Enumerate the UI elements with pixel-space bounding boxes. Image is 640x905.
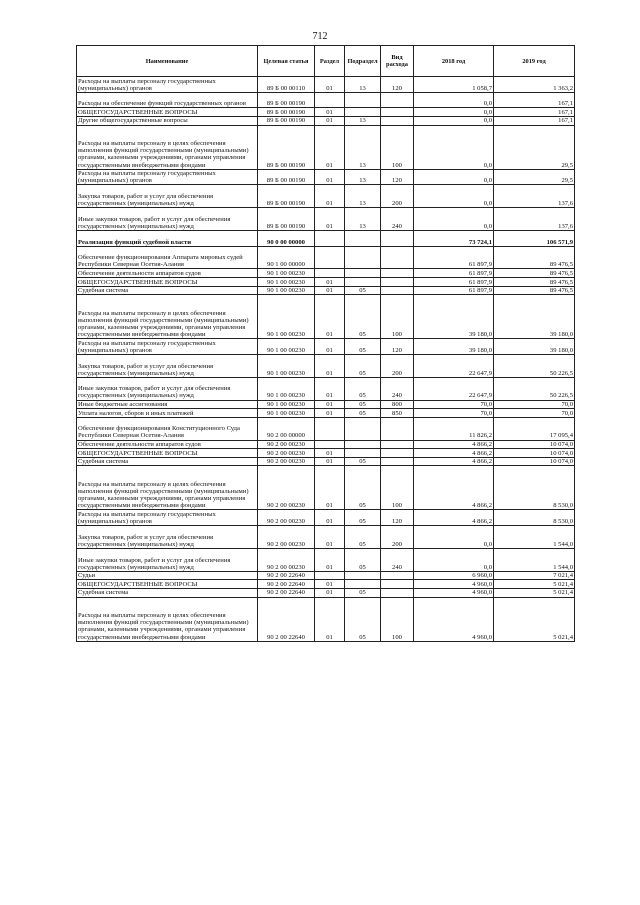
cell-2019: 29,5 (494, 125, 575, 169)
cell-subsection (345, 449, 381, 458)
cell-subsection: 05 (345, 548, 381, 571)
cell-expense-type: 120 (381, 169, 414, 185)
cell-subsection (345, 92, 381, 108)
cell-expense-type (381, 278, 414, 287)
cell-2018: 70,0 (414, 400, 494, 409)
cell-code: 90 2 00 00230 (258, 466, 315, 510)
cell-2018: 4 866,2 (414, 510, 494, 526)
cell-2018: 4 960,0 (414, 597, 494, 641)
cell-code: 90 1 00 00230 (258, 295, 315, 339)
cell-section: 01 (315, 510, 345, 526)
cell-2019: 29,5 (494, 169, 575, 185)
table-row (77, 208, 575, 231)
cell-code: 89 Б 00 00110 (258, 77, 315, 93)
cell-subsection: 05 (345, 339, 381, 355)
cell-2019: 167,1 (494, 116, 575, 125)
table-row (77, 526, 575, 549)
table-row (77, 295, 575, 339)
cell-name: ОБЩЕГОСУДАРСТВЕННЫЕ ВОПРОСЫ (77, 278, 258, 287)
cell-name: Обеспечение функционирования Аппарата мировых судей Республики Северная Осетия-Алания (77, 246, 258, 269)
cell-name: Обеспечение деятельности аппаратов судов (77, 269, 258, 278)
cell-2018: 4 866,2 (414, 466, 494, 510)
cell-section (315, 230, 345, 246)
cell-code: 90 2 00 00000 (258, 417, 315, 440)
cell-section (315, 246, 345, 269)
cell-name: Обеспечение деятельности аппаратов судов (77, 440, 258, 449)
cell-subsection: 05 (345, 377, 381, 400)
cell-subsection (345, 580, 381, 589)
table-row (77, 457, 575, 466)
table-row (77, 417, 575, 440)
table-row (77, 278, 575, 287)
cell-name: Обеспечение функционирования Конституционного Суда Республики Северная Осетия-Алания (77, 417, 258, 440)
cell-name: Расходы на выплаты персоналу в целях обеспечения выполнения функций государственными (муниципальными) органами, казенными учреждениями, органами управления государственными внебюджетными фондами (77, 295, 258, 339)
cell-2019: 1 544,0 (494, 526, 575, 549)
cell-section: 01 (315, 286, 345, 295)
cell-2018: 0,0 (414, 125, 494, 169)
cell-2019: 89 476,5 (494, 269, 575, 278)
cell-2019: 10 074,0 (494, 449, 575, 458)
cell-expense-type: 100 (381, 125, 414, 169)
table-row (77, 400, 575, 409)
cell-subsection: 13 (345, 169, 381, 185)
cell-code: 90 1 00 00230 (258, 409, 315, 418)
cell-section: 01 (315, 526, 345, 549)
cell-2019: 17 095,4 (494, 417, 575, 440)
table-row (77, 548, 575, 571)
cell-subsection: 13 (345, 125, 381, 169)
cell-2018: 0,0 (414, 116, 494, 125)
cell-subsection (345, 440, 381, 449)
cell-2019: 10 074,0 (494, 457, 575, 466)
cell-code: 89 Б 00 00190 (258, 92, 315, 108)
cell-expense-type: 100 (381, 466, 414, 510)
cell-code: 90 0 00 00000 (258, 230, 315, 246)
header-name: Наименование (77, 46, 258, 77)
table-row (77, 409, 575, 418)
cell-2019: 39 180,0 (494, 295, 575, 339)
cell-subsection: 05 (345, 457, 381, 466)
cell-code: 90 1 00 00230 (258, 286, 315, 295)
cell-expense-type: 240 (381, 548, 414, 571)
cell-code: 89 Б 00 00190 (258, 116, 315, 125)
cell-subsection: 13 (345, 185, 381, 208)
cell-code: 90 1 00 00230 (258, 339, 315, 355)
cell-expense-type: 120 (381, 339, 414, 355)
cell-name: Иные бюджетные ассигнования (77, 400, 258, 409)
cell-section: 01 (315, 295, 345, 339)
cell-2018: 22 647,9 (414, 354, 494, 377)
cell-2018: 73 724,1 (414, 230, 494, 246)
cell-expense-type (381, 230, 414, 246)
cell-name: Расходы на выплаты персоналу государственных (муниципальных) органов (77, 510, 258, 526)
cell-2019: 10 074,0 (494, 440, 575, 449)
cell-2018: 39 180,0 (414, 339, 494, 355)
cell-2018: 1 058,7 (414, 77, 494, 93)
cell-2019: 39 180,0 (494, 339, 575, 355)
cell-name: ОБЩЕГОСУДАРСТВЕННЫЕ ВОПРОСЫ (77, 580, 258, 589)
cell-name: Расходы на выплаты персоналу в целях обеспечения выполнения функций государственными (муниципальными) органами, казенными учреждениями, органами управления государственными внебюджетными фондами (77, 125, 258, 169)
cell-subsection: 13 (345, 116, 381, 125)
cell-2019: 5 021,4 (494, 588, 575, 597)
cell-name: Закупка товаров, работ и услуг для обеспечения государственных (муниципальных) нужд (77, 526, 258, 549)
cell-2018: 0,0 (414, 208, 494, 231)
cell-section: 01 (315, 588, 345, 597)
cell-name: Уплата налогов, сборов и иных платежей (77, 409, 258, 418)
cell-expense-type (381, 269, 414, 278)
cell-section: 01 (315, 125, 345, 169)
cell-code: 90 2 00 00230 (258, 440, 315, 449)
cell-2018: 61 897,9 (414, 246, 494, 269)
cell-code: 89 Б 00 00190 (258, 108, 315, 117)
cell-section: 01 (315, 339, 345, 355)
cell-2019: 89 476,5 (494, 246, 575, 269)
cell-name: Закупка товаров, работ и услуг для обеспечения государственных (муниципальных) нужд (77, 354, 258, 377)
cell-expense-type (381, 440, 414, 449)
cell-subsection: 05 (345, 400, 381, 409)
cell-expense-type (381, 246, 414, 269)
cell-section (315, 92, 345, 108)
cell-2019: 1 363,2 (494, 77, 575, 93)
cell-expense-type: 200 (381, 526, 414, 549)
table-row (77, 286, 575, 295)
cell-subsection: 05 (345, 295, 381, 339)
cell-section: 01 (315, 580, 345, 589)
cell-section: 01 (315, 116, 345, 125)
cell-subsection: 05 (345, 286, 381, 295)
cell-2018: 0,0 (414, 169, 494, 185)
cell-name: Судебная система (77, 286, 258, 295)
table-row (77, 571, 575, 580)
cell-section: 01 (315, 208, 345, 231)
cell-name: Иные закупки товаров, работ и услуг для обеспечения государственных (муниципальных) нужд (77, 548, 258, 571)
cell-code: 90 2 00 22640 (258, 571, 315, 580)
cell-code: 90 2 00 22640 (258, 580, 315, 589)
table-row (77, 169, 575, 185)
header-subsection: Подраздел (345, 46, 381, 77)
cell-code: 90 2 00 00230 (258, 526, 315, 549)
cell-2019: 167,1 (494, 108, 575, 117)
cell-2019: 106 571,9 (494, 230, 575, 246)
cell-expense-type: 120 (381, 77, 414, 93)
cell-code: 90 2 00 22640 (258, 588, 315, 597)
cell-subsection: 05 (345, 510, 381, 526)
cell-code: 90 2 00 22640 (258, 597, 315, 641)
cell-2019: 89 476,5 (494, 278, 575, 287)
cell-code: 90 2 00 00230 (258, 510, 315, 526)
cell-name: Иные закупки товаров, работ и услуг для обеспечения государственных (муниципальных) нужд (77, 208, 258, 231)
cell-expense-type: 100 (381, 295, 414, 339)
cell-name: Расходы на выплаты персоналу в целях обеспечения выполнения функций государственными (муниципальными) органами, казенными учреждениями, органами управления государственными внебюджетными фондами (77, 597, 258, 641)
header-section: Раздел (315, 46, 345, 77)
table-row (77, 354, 575, 377)
table-row (77, 230, 575, 246)
cell-subsection (345, 269, 381, 278)
table-header-row (77, 46, 575, 77)
cell-name: Реализация функций судебной власти (77, 230, 258, 246)
table-row (77, 116, 575, 125)
cell-2018: 70,0 (414, 409, 494, 418)
cell-code: 90 1 00 00230 (258, 377, 315, 400)
cell-subsection: 13 (345, 208, 381, 231)
cell-name: ОБЩЕГОСУДАРСТВЕННЫЕ ВОПРОСЫ (77, 449, 258, 458)
table-row (77, 597, 575, 641)
cell-subsection (345, 417, 381, 440)
cell-expense-type: 200 (381, 185, 414, 208)
cell-code: 90 2 00 00230 (258, 449, 315, 458)
table-row (77, 269, 575, 278)
cell-section: 01 (315, 377, 345, 400)
page-number: 712 (312, 31, 328, 42)
cell-subsection: 05 (345, 588, 381, 597)
cell-section: 01 (315, 169, 345, 185)
table-row (77, 449, 575, 458)
cell-section: 01 (315, 400, 345, 409)
table-row (77, 246, 575, 269)
cell-name: Другие общегосударственные вопросы (77, 116, 258, 125)
cell-2018: 0,0 (414, 92, 494, 108)
cell-section (315, 571, 345, 580)
table-row (77, 339, 575, 355)
cell-subsection (345, 571, 381, 580)
cell-expense-type: 120 (381, 510, 414, 526)
cell-2018: 39 180,0 (414, 295, 494, 339)
cell-section: 01 (315, 466, 345, 510)
cell-section (315, 417, 345, 440)
table-row (77, 466, 575, 510)
cell-2019: 5 021,4 (494, 597, 575, 641)
cell-2019: 70,0 (494, 409, 575, 418)
cell-name: Закупка товаров, работ и услуг для обеспечения государственных (муниципальных) нужд (77, 185, 258, 208)
cell-2018: 0,0 (414, 526, 494, 549)
cell-2019: 1 544,0 (494, 548, 575, 571)
table-row (77, 108, 575, 117)
cell-subsection: 05 (345, 526, 381, 549)
cell-2019: 7 021,4 (494, 571, 575, 580)
table-body (77, 77, 575, 642)
cell-2018: 4 866,2 (414, 449, 494, 458)
cell-subsection: 05 (345, 597, 381, 641)
cell-section: 01 (315, 354, 345, 377)
cell-expense-type (381, 108, 414, 117)
cell-name: Расходы на выплаты персоналу государственных (муниципальных) органов (77, 339, 258, 355)
cell-code: 89 Б 00 00190 (258, 208, 315, 231)
header-2019: 2019 год (494, 46, 575, 77)
cell-2019: 50 226,5 (494, 377, 575, 400)
cell-subsection (345, 278, 381, 287)
cell-2018: 22 647,9 (414, 377, 494, 400)
cell-expense-type (381, 571, 414, 580)
cell-name: ОБЩЕГОСУДАРСТВЕННЫЕ ВОПРОСЫ (77, 108, 258, 117)
cell-code: 90 1 00 00230 (258, 269, 315, 278)
header-expense-type: Вид расхода (381, 46, 414, 77)
cell-subsection (345, 246, 381, 269)
cell-2018: 4 960,0 (414, 588, 494, 597)
cell-2018: 0,0 (414, 108, 494, 117)
table-row (77, 580, 575, 589)
cell-name: Судьи (77, 571, 258, 580)
cell-section: 01 (315, 77, 345, 93)
cell-expense-type (381, 588, 414, 597)
cell-name: Судебная система (77, 457, 258, 466)
cell-expense-type: 850 (381, 409, 414, 418)
cell-name: Расходы на обеспечение функций государственных органов (77, 92, 258, 108)
table-row (77, 440, 575, 449)
cell-2018: 4 866,2 (414, 440, 494, 449)
cell-section: 01 (315, 597, 345, 641)
budget-table (76, 45, 575, 642)
cell-name: Расходы на выплаты персоналу в целях обеспечения выполнения функций государственными (муниципальными) органами, казенными учреждениями, органами управления государственными внебюджетными фондами (77, 466, 258, 510)
table-row (77, 125, 575, 169)
cell-name: Иные закупки товаров, работ и услуг для обеспечения государственных (муниципальных) нужд (77, 377, 258, 400)
cell-2018: 61 897,9 (414, 286, 494, 295)
cell-name: Расходы на выплаты персоналу государственных (муниципальных) органов (77, 169, 258, 185)
cell-subsection: 05 (345, 466, 381, 510)
cell-expense-type: 200 (381, 354, 414, 377)
cell-subsection (345, 230, 381, 246)
cell-2018: 4 960,0 (414, 580, 494, 589)
table-row (77, 92, 575, 108)
cell-expense-type (381, 580, 414, 589)
table-row (77, 377, 575, 400)
cell-expense-type: 240 (381, 208, 414, 231)
cell-code: 90 1 00 00000 (258, 246, 315, 269)
cell-2019: 70,0 (494, 400, 575, 409)
cell-subsection: 05 (345, 354, 381, 377)
cell-section: 01 (315, 108, 345, 117)
cell-2019: 89 476,5 (494, 286, 575, 295)
cell-2018: 61 897,9 (414, 278, 494, 287)
cell-2019: 8 530,0 (494, 466, 575, 510)
header-2018: 2018 год (414, 46, 494, 77)
cell-expense-type: 800 (381, 400, 414, 409)
cell-code: 90 2 00 00230 (258, 548, 315, 571)
cell-expense-type (381, 92, 414, 108)
cell-section: 01 (315, 185, 345, 208)
cell-code: 90 1 00 00230 (258, 354, 315, 377)
cell-code: 90 1 00 00230 (258, 278, 315, 287)
cell-expense-type (381, 417, 414, 440)
cell-subsection: 13 (345, 77, 381, 93)
cell-2019: 137,6 (494, 208, 575, 231)
cell-expense-type (381, 457, 414, 466)
cell-code: 89 Б 00 00190 (258, 185, 315, 208)
cell-code: 89 Б 00 00190 (258, 169, 315, 185)
table-row (77, 588, 575, 597)
cell-2018: 4 866,2 (414, 457, 494, 466)
cell-code: 89 Б 00 00190 (258, 125, 315, 169)
cell-expense-type (381, 449, 414, 458)
cell-subsection: 05 (345, 409, 381, 418)
cell-section: 01 (315, 548, 345, 571)
table-row (77, 185, 575, 208)
cell-section: 01 (315, 409, 345, 418)
cell-2019: 50 226,5 (494, 354, 575, 377)
cell-2018: 0,0 (414, 185, 494, 208)
header-code: Целевая статья (258, 46, 315, 77)
cell-section (315, 269, 345, 278)
cell-subsection (345, 108, 381, 117)
cell-name: Расходы на выплаты персоналу государственных (муниципальных) органов (77, 77, 258, 93)
cell-2019: 167,1 (494, 92, 575, 108)
cell-section: 01 (315, 278, 345, 287)
cell-2018: 61 897,9 (414, 269, 494, 278)
table-row (77, 77, 575, 93)
cell-expense-type: 100 (381, 597, 414, 641)
cell-2019: 137,6 (494, 185, 575, 208)
cell-2018: 0,0 (414, 548, 494, 571)
cell-code: 90 2 00 00230 (258, 457, 315, 466)
cell-2018: 6 960,0 (414, 571, 494, 580)
cell-section: 01 (315, 449, 345, 458)
cell-section (315, 440, 345, 449)
cell-2019: 5 021,4 (494, 580, 575, 589)
cell-expense-type: 240 (381, 377, 414, 400)
cell-name: Судебная система (77, 588, 258, 597)
cell-section: 01 (315, 457, 345, 466)
cell-2019: 8 530,0 (494, 510, 575, 526)
cell-2018: 11 826,2 (414, 417, 494, 440)
cell-expense-type (381, 286, 414, 295)
table-row (77, 510, 575, 526)
cell-expense-type (381, 116, 414, 125)
cell-code: 90 1 00 00230 (258, 400, 315, 409)
